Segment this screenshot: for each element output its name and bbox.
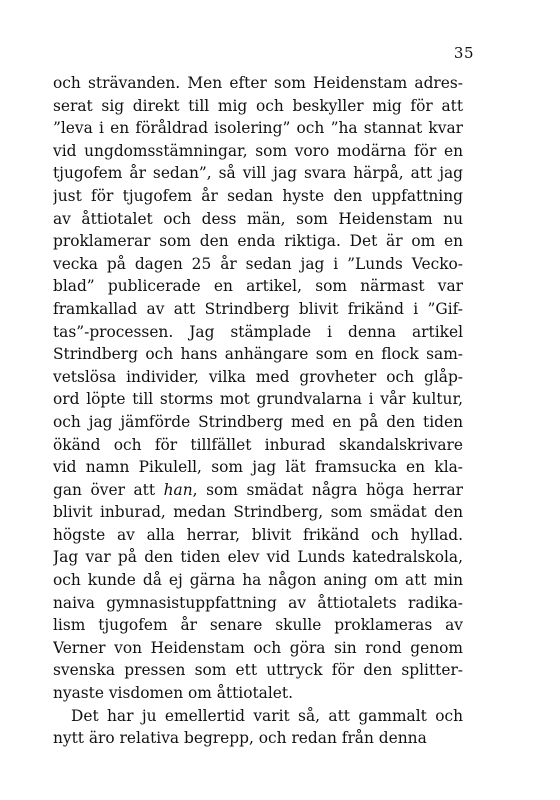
text-line-segment: Jag var på den tiden elev vid Lunds katedralskola, bbox=[53, 548, 463, 567]
text-line bbox=[53, 253, 463, 276]
text-line bbox=[53, 230, 463, 253]
text-line-segment: Det har ju emellertid varit så, att gammalt och bbox=[71, 706, 463, 725]
text-line-segment: högste av alla herrar, blivit frikänd och hyllad. bbox=[53, 525, 463, 544]
page-number: 35 bbox=[453, 44, 474, 62]
text-line bbox=[53, 501, 463, 524]
text-line bbox=[53, 569, 463, 592]
text-line bbox=[53, 366, 463, 389]
text-line bbox=[53, 162, 463, 185]
text-line bbox=[53, 727, 463, 750]
text-line bbox=[53, 614, 463, 637]
body-text bbox=[53, 72, 463, 750]
text-line-segment: och jag jämförde Strindberg med en på den tiden bbox=[53, 412, 463, 431]
text-line bbox=[53, 659, 463, 682]
text-line bbox=[53, 388, 463, 411]
text-line bbox=[53, 546, 463, 569]
text-line bbox=[53, 72, 463, 95]
text-line-segment: av åttiotalet och dess män, som Heidenstam nu bbox=[53, 209, 463, 228]
text-line-segment: och strävanden. Men efter som Heidenstam adres- bbox=[53, 74, 463, 92]
text-line-segment: lism tjugofem år senare skulle proklameras av bbox=[53, 616, 463, 635]
text-line bbox=[53, 434, 463, 457]
text-line-segment: blad” publicerade en artikel, som närmast var bbox=[53, 277, 463, 296]
text-line bbox=[53, 185, 463, 208]
text-line bbox=[53, 705, 463, 728]
text-line bbox=[53, 140, 463, 163]
text-line-segment: vecka på dagen 25 år sedan jag i ”Lunds Vecko- bbox=[53, 254, 463, 273]
text-line-segment: ”leva i en föråldrad isolering” och ”ha stannat kvar bbox=[53, 119, 463, 138]
text-line bbox=[53, 321, 463, 344]
text-line-segment: gan över att bbox=[53, 480, 164, 499]
text-line bbox=[53, 208, 463, 231]
text-line-segment: Verner von Heidenstam och göra sin rond genom bbox=[53, 638, 463, 657]
text-line-segment: nytt äro relativa begrepp, och redan från denna bbox=[53, 729, 427, 748]
text-line bbox=[53, 592, 463, 615]
text-line bbox=[53, 343, 463, 366]
text-line-segment: tas”-processen. Jag stämplade i denna artikel bbox=[53, 322, 463, 341]
text-line-segment: serat sig direkt till mig och beskyller mig för att bbox=[53, 96, 463, 115]
text-line-segment: vid namn Pikulell, som jag lät framsucka en kla- bbox=[53, 458, 463, 477]
text-line-segment: , som smädat några höga herrar bbox=[192, 480, 463, 499]
text-line-segment: vid ungdomsstämningar, som voro modärna för en bbox=[53, 141, 463, 160]
text-line-segment: svenska pressen som ett uttryck för den splitter- bbox=[53, 661, 463, 680]
text-line-segment: naiva gymnasistuppfattning av åttiotalets radika- bbox=[53, 593, 463, 612]
text-line-segment: just för tjugofem år sedan hyste den uppfattning bbox=[53, 186, 463, 205]
text-line bbox=[53, 637, 463, 660]
text-line-segment: Strindberg och hans anhängare som en flock sam- bbox=[53, 345, 463, 364]
text-line bbox=[53, 411, 463, 434]
text-line-segment: ökänd och för tillfället inburad skandalskrivare bbox=[53, 435, 463, 454]
text-line bbox=[53, 275, 463, 298]
text-line bbox=[53, 117, 463, 140]
text-line bbox=[53, 524, 463, 547]
text-line-segment: blivit inburad, medan Strindberg, som smädat den bbox=[53, 503, 463, 522]
text-line bbox=[53, 95, 463, 118]
text-line-segment: vetslösa individer, vilka med grovheter och glåp- bbox=[53, 367, 463, 386]
text-line bbox=[53, 682, 463, 705]
italic-word: han bbox=[163, 480, 193, 499]
text-line bbox=[53, 298, 463, 321]
text-line-segment: nyaste visdomen om åttiotalet. bbox=[53, 684, 293, 703]
text-line-segment: och kunde då ej gärna ha någon aning om att min bbox=[53, 571, 463, 590]
text-line-segment: framkallad av att Strindberg blivit frikänd i ”Gif- bbox=[53, 299, 463, 318]
text-line-segment: tjugofem år sedan”, så vill jag svara härpå, att jag bbox=[53, 164, 463, 183]
text-line bbox=[53, 479, 463, 502]
text-line-segment: proklamerar som den enda riktiga. Det är om en bbox=[53, 232, 463, 251]
text-line-segment: ord löpte till storms mot grundvalarna i vår kultur, bbox=[53, 390, 463, 409]
text-line bbox=[53, 456, 463, 479]
